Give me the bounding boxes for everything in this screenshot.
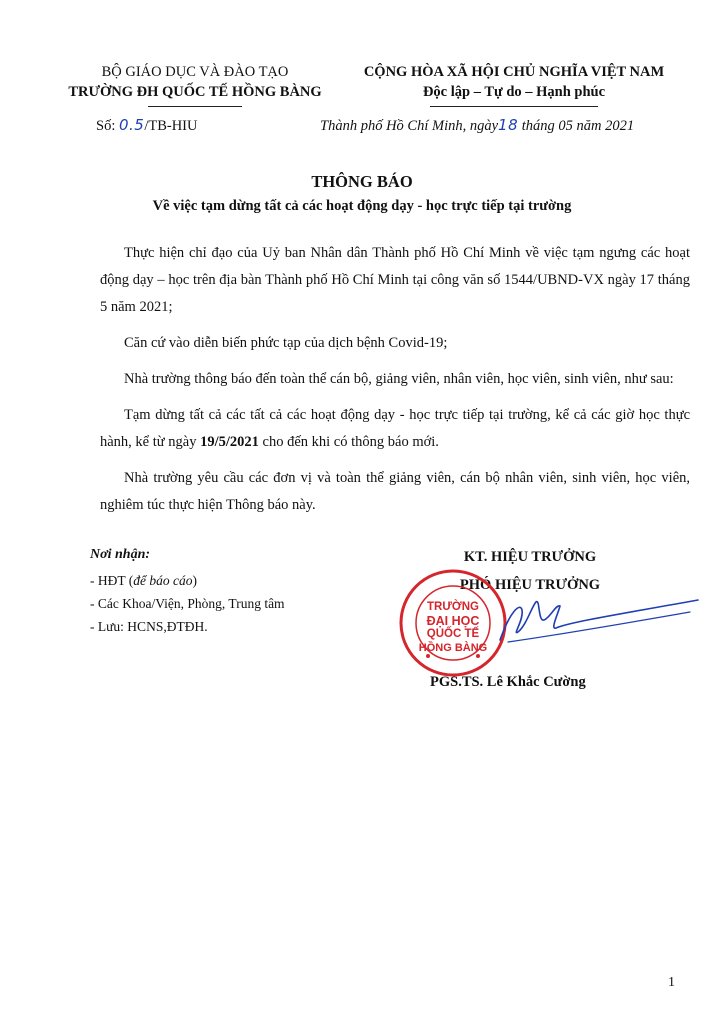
recipient-item: [90, 572, 310, 589]
issuer-block: [60, 62, 330, 102]
seal-line-1: TRƯỜNG: [427, 601, 479, 613]
recipient-note: để báo cáo: [133, 573, 193, 588]
paragraph-3: Nhà trường thông báo đến toàn thể cán bộ, giảng viên, nhân viên, học viên, sinh viên, như sau:: [124, 371, 674, 387]
signature-line-1: KT. HIỆU TRƯỞNG: [463, 549, 597, 565]
handwritten-signature: [460, 592, 700, 657]
header-underline-left: [148, 106, 242, 107]
document-subtitle: Về việc tạm dừng tất cả các hoạt động dạy - học trực tiếp tại trường: [152, 198, 572, 214]
recipient-item: - Các Khoa/Viện, Phòng, Trung tâm: [90, 596, 285, 611]
page-number: 1: [668, 975, 675, 990]
p4-text-end: cho đến khi có thông báo mới.: [258, 434, 439, 450]
seal-line-3: QUỐC TẾ: [426, 628, 480, 640]
document-date: [320, 116, 634, 135]
paragraph-2: Căn cứ vào diễn biến phức tạp của dịch bệnh Covid-19;: [124, 335, 448, 351]
p4-text: Tạm dừng tất cả các tất cả các hoạt động dạy - học trực tiếp tại trường, kể cả các giờ học thực hành, kể từ ngày: [100, 407, 690, 450]
document-number: [96, 116, 198, 135]
p4-date: 19/5/2021: [200, 434, 259, 450]
paragraph-1: Thực hiện chỉ đạo của Uỷ ban Nhân dân Thành phố Hồ Chí Minh về việc tạm ngưng các hoạt động dạy – học trên địa bàn Thành phố Hồ Chí Minh tại công văn số 1544/UBND-VX ngày 17 tháng 5 năm 2021;: [100, 245, 690, 315]
republic-name: CỘNG HÒA XÃ HỘI CHỦ NGHĨA VIỆT NAM: [363, 64, 665, 80]
national-heading: [328, 62, 700, 102]
national-motto: Độc lập – Tự do – Hạnh phúc: [422, 84, 606, 100]
date-prefix: Thành phố Hồ Chí Minh, ngày: [320, 118, 499, 134]
header-underline-right: [430, 106, 598, 107]
date-suffix: tháng 05 năm 2021: [521, 118, 635, 134]
seal-line-4: HỒNG BÀNG: [418, 641, 488, 654]
ministry-name: BỘ GIÁO DỤC VÀ ĐÀO TẠO: [101, 64, 289, 80]
recipient-suffix: ): [192, 573, 197, 588]
seal-line-2: ĐẠI HỌC: [426, 613, 480, 628]
signature-line-2: PHÓ HIỆU TRƯỞNG: [459, 577, 601, 593]
signer-name: PGS.TS. Lê Khắc Cường: [430, 674, 586, 690]
doc-number-suffix: /TB-HIU: [144, 118, 198, 134]
doc-number-handwritten: 0.5: [118, 116, 145, 134]
paragraph-5: Nhà trường yêu cầu các đơn vị và toàn thể giảng viên, cán bộ nhân viên, sinh viên, học viên, nghiêm túc thực hiện Thông báo này.: [100, 470, 690, 513]
recipient-prefix: - HĐT (: [90, 573, 134, 588]
date-day-handwritten: 18: [498, 116, 519, 134]
doc-number-label: Số:: [96, 118, 116, 134]
recipients-label: Nơi nhận:: [90, 547, 151, 562]
university-name: TRƯỜNG ĐH QUỐC TẾ HỒNG BÀNG: [68, 84, 322, 100]
paragraph-4: [100, 402, 690, 456]
recipient-item: - Lưu: HCNS,ĐTĐH.: [90, 619, 208, 634]
recipients-block: [90, 546, 310, 641]
document-title: THÔNG BÁO: [311, 172, 413, 191]
signature-graphic: [460, 592, 700, 652]
document-body: [100, 240, 690, 528]
